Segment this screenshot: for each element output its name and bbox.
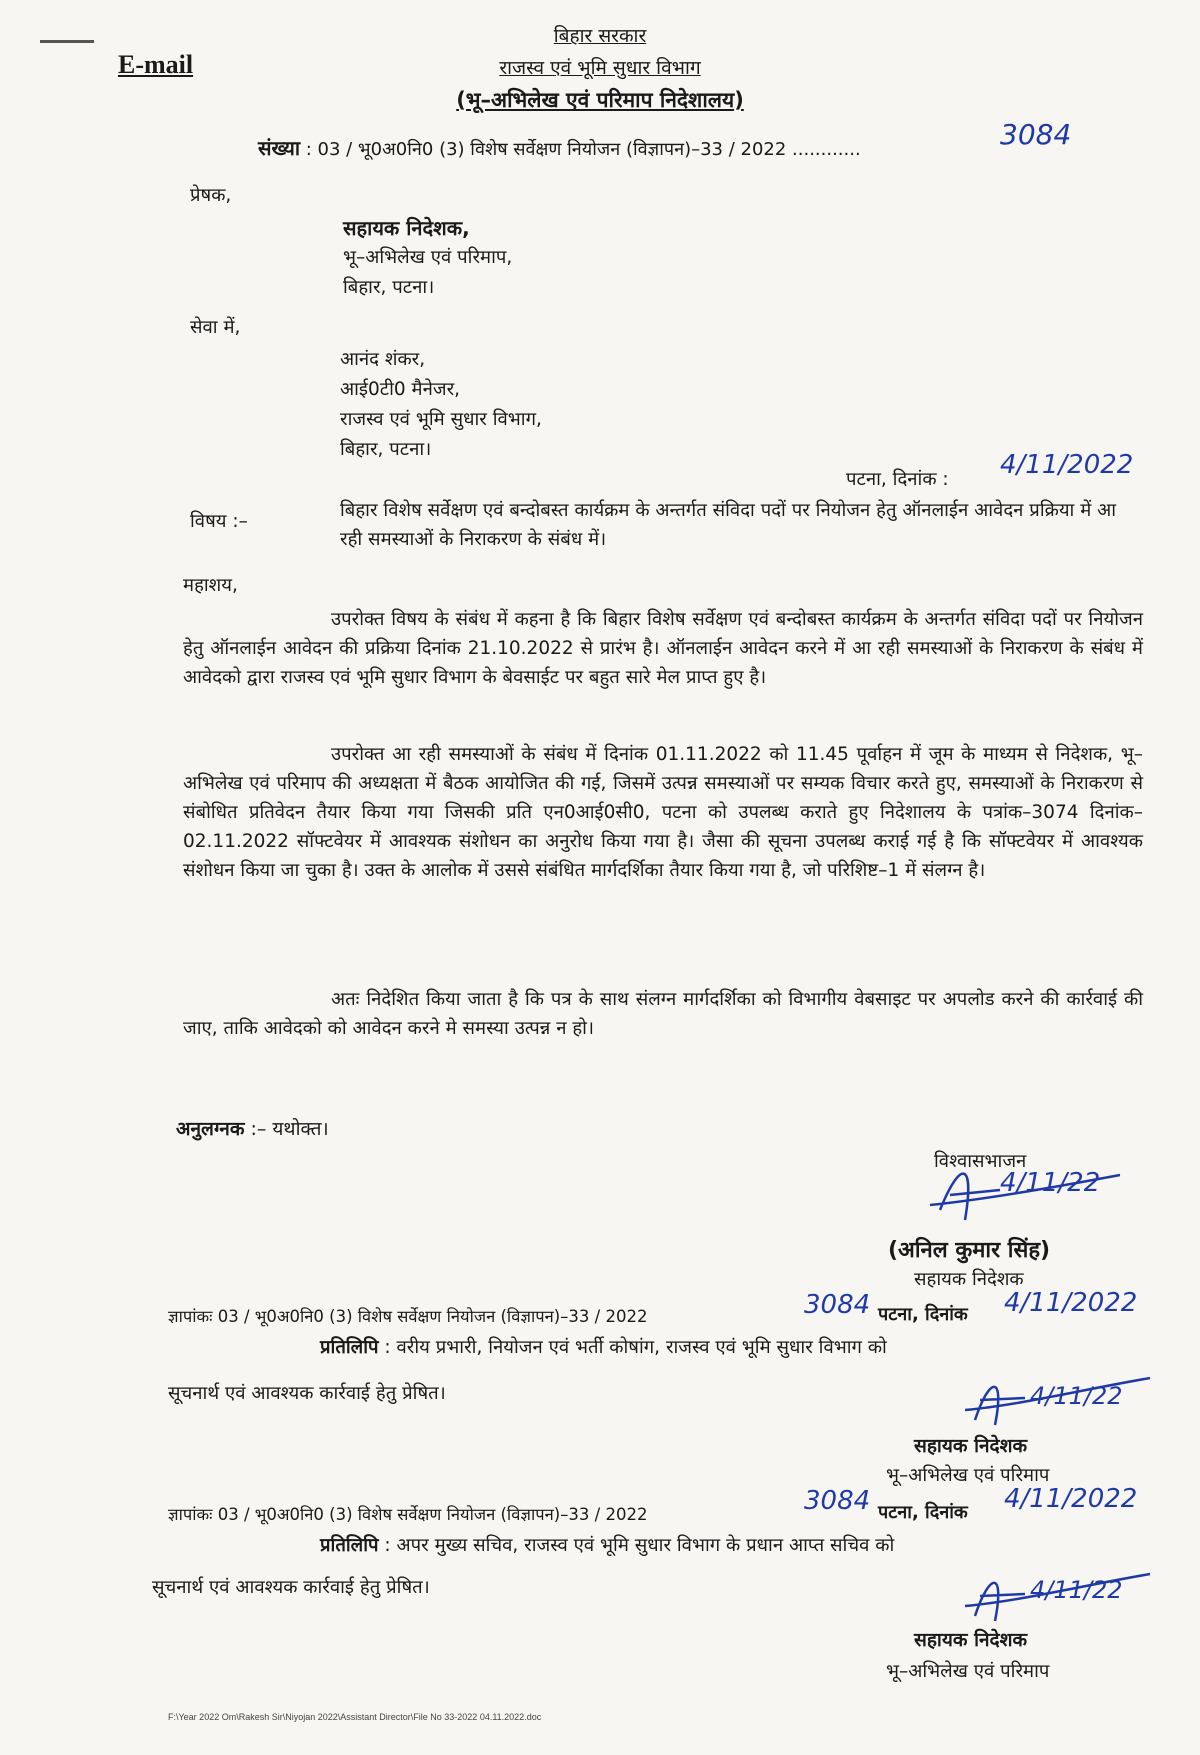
recipient-label: सेवा में,	[190, 317, 241, 338]
copy1-date-label: पटना, दिनांक	[878, 1304, 968, 1325]
copy1-line2: सूचनार्थ एवं आवश्यक कार्रवाई हेतु प्रेषित।	[168, 1383, 446, 1404]
date-label: पटना, दिनांक :	[846, 469, 949, 490]
signatory-name: (अनिल कुमार सिंह)	[888, 1238, 1051, 1263]
recipient-line4: बिहार, पटना।	[340, 439, 432, 460]
copy1-pratilipi	[320, 1334, 887, 1359]
letter-number-text: : 03 / भू0अ0नि0 (3) विशेष सर्वेक्षण नियोजन (विज्ञापन)–33 / 2022 ............	[305, 139, 861, 160]
copy2-office: भू–अभिलेख एवं परिमाप	[886, 1661, 1050, 1682]
enclosure-text: :– यथोक्त।	[250, 1118, 329, 1140]
subject-text: बिहार विशेष सर्वेक्षण एवं बन्दोबस्त कार्यक्रम के अन्तर्गत संविदा पदों पर नियोजन हेतु ऑनलाईन आवेदन प्रक्रिया में आ रही समस्याओं के निराकरण के संबंध में।	[340, 500, 1117, 550]
handwritten-date: 4/11/2022	[1000, 450, 1134, 480]
sender-line2: बिहार, पटना।	[343, 277, 435, 298]
copy2-initials-date: 4/11/22	[1030, 1576, 1123, 1604]
copy2-pratilipi-text: : अपर मुख्य सचिव, राजस्व एवं भूमि सुधार विभाग के प्रधान आप्त सचिव को	[384, 1535, 895, 1556]
sender-name: सहायक निदेशक,	[343, 216, 470, 240]
copy1-initials-date: 4/11/22	[1030, 1382, 1123, 1410]
copy1-handwritten-number: 3084	[804, 1290, 871, 1320]
copy2-pratilipi-label: प्रतिलिपि	[320, 1535, 379, 1556]
header-department: राजस्व एवं भूमि सुधार विभाग	[499, 57, 701, 79]
letter-number-line	[258, 134, 861, 161]
sender-label: प्रेषक,	[190, 185, 232, 206]
copy1-office: भू–अभिलेख एवं परिमाप	[886, 1465, 1050, 1486]
enclosure-line	[176, 1115, 329, 1141]
handwritten-letter-number: 3084	[1000, 118, 1072, 151]
copy2-date-label: पटना, दिनांक	[878, 1502, 968, 1523]
copy2-handwritten-number: 3084	[804, 1486, 871, 1516]
sender-line1: भू–अभिलेख एवं परिमाप,	[343, 247, 513, 268]
copy2-reference: ज्ञापांकः 03 / भू0अ0नि0 (3) विशेष सर्वेक्षण नियोजन (विज्ञापन)–33 / 2022	[168, 1505, 648, 1524]
copy2-pratilipi	[320, 1532, 894, 1557]
recipient-line3: राजस्व एवं भूमि सुधार विभाग,	[340, 409, 542, 430]
copy2-handwritten-date: 4/11/2022	[1004, 1484, 1138, 1514]
copy1-handwritten-date: 4/11/2022	[1004, 1288, 1138, 1318]
body-paragraph-1: उपरोक्त विषय के संबंध में कहना है कि बिहार विशेष सर्वेक्षण एवं बन्दोबस्त कार्यक्रम के अन्तर्गत संविदा पदों पर नियोजन हेतु ऑनलाईन आवेदन की प्रक्रिया दिनांक 21.10.2022 से प्रारंभ है। ऑनलाईन आवेदन करने में आ रही समस्याओं के निराकरण के संबंध में आवेदको द्वारा राजस्व एवं भूमि सुधार विभाग के बेवसाईट पर बहुत सारे मेल प्राप्त हुए है।	[183, 609, 1143, 688]
copy2-line2: सूचनार्थ एवं आवश्यक कार्रवाई हेतु प्रेषित।	[152, 1577, 430, 1598]
copy1-pratilipi-text: : वरीय प्रभारी, नियोजन एवं भर्ती कोषांग, राजस्व एवं भूमि सुधार विभाग को	[384, 1337, 887, 1358]
recipient-line2: आई0टी0 मैनेजर,	[340, 379, 461, 400]
copy2-designation: सहायक निदेशक	[914, 1629, 1028, 1651]
file-path-footer: F:\Year 2022 Om\Rakesh Sir\Niyojan 2022\Assistant Director\File No 33-2022 04.11.2022.doc	[168, 1712, 542, 1722]
header-government: बिहार सरकार	[553, 25, 647, 47]
copy1-pratilipi-label: प्रतिलिपि	[320, 1337, 379, 1358]
letter-number-label: संख्या	[258, 136, 300, 160]
email-label: E-mail	[118, 50, 194, 79]
enclosure-label: अनुलग्नक	[176, 1118, 245, 1140]
subject-label: विषय :–	[190, 511, 248, 532]
salutation: महाशय,	[183, 575, 238, 596]
closing-text: विश्वासभाजन	[934, 1151, 1027, 1172]
recipient-line1: आनंद शंकर,	[340, 349, 426, 370]
signature-initials-date: 4/11/22	[1000, 1168, 1101, 1198]
copy1-reference: ज्ञापांकः 03 / भू0अ0नि0 (3) विशेष सर्वेक्षण नियोजन (विज्ञापन)–33 / 2022	[168, 1307, 648, 1326]
signatory-designation: सहायक निदेशक	[914, 1269, 1024, 1290]
body-paragraph-3: अतः निदेशित किया जाता है कि पत्र के साथ संलग्न मार्गदर्शिका को विभागीय वेबसाइट पर अपलोड करने की कार्रवाई की जाए, ताकि आवेदको को आवेदन करने मे समस्या उत्पन्न न हो।	[183, 989, 1143, 1039]
copy1-designation: सहायक निदेशक	[914, 1435, 1028, 1457]
header-directorate: (भू–अभिलेख एवं परिमाप निदेशालय)	[456, 88, 744, 112]
body-paragraph-2: उपरोक्त आ रही समस्याओं के संबंध में दिनांक 01.11.2022 को 11.45 पूर्वाहन में जूम के माध्यम से निदेशक, भू–अभिलेख एवं परिमाप की अध्यक्षता में बैठक आयोजित की गई, जिसमें उत्पन्न समस्याओं पर सम्यक विचार करते हुए, समस्याओं के निराकरण से संबोधित प्रतिवेदन तैयार किया गया जिसकी प्रति एन0आई0सी0, पटना को उपलब्ध कराते हुए निदेशालय के पत्रांक–3074 दिनांक–02.11.2022 सॉफ्टवेयर में आवश्यक संशोधन का अनुरोध किया गया है। जैसा की सूचना उपलब्ध कराई गई है कि सॉफ्टवेयर में आवश्यक संशोधन किया जा चुका है। उक्त के आलोक में उससे संबंधित मार्गदर्शिका तैयार किया गया है, जो परिशिष्ट–1 में संलग्न है।	[183, 744, 1143, 881]
